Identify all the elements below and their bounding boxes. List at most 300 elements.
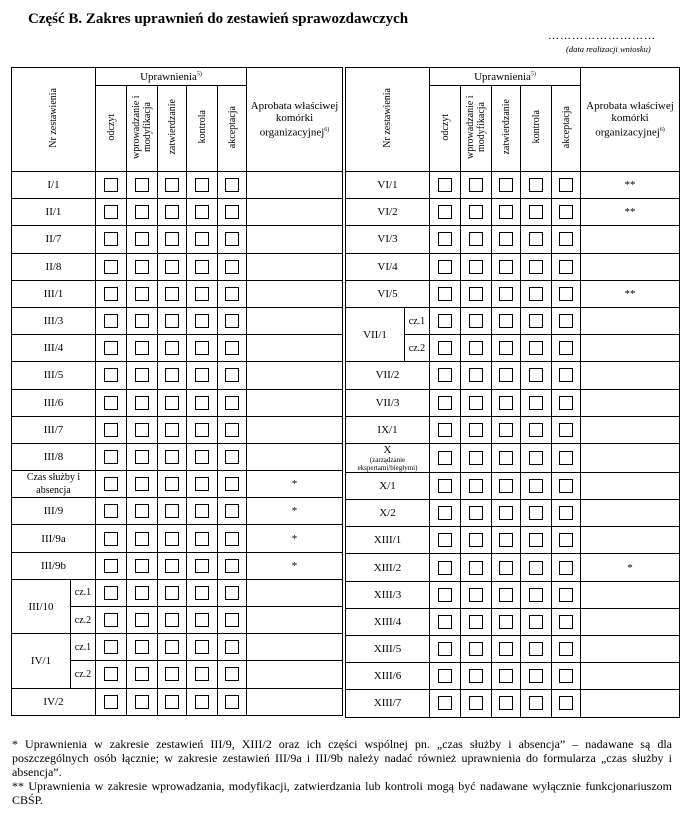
checkbox-approve[interactable] (499, 451, 513, 465)
checkbox-accept[interactable] (225, 450, 239, 464)
approval-cell[interactable] (581, 636, 680, 663)
checkbox-control[interactable] (529, 506, 543, 520)
approval-cell[interactable] (581, 362, 680, 389)
checkbox-edit[interactable] (135, 559, 149, 573)
approval-cell[interactable] (247, 335, 343, 362)
approval-cell[interactable]: ** (581, 280, 680, 307)
checkbox-edit[interactable] (469, 368, 483, 382)
checkbox-control[interactable] (195, 613, 209, 627)
checkbox-edit[interactable] (135, 205, 149, 219)
approval-cell[interactable] (581, 307, 680, 334)
checkbox-approve[interactable] (499, 642, 513, 656)
checkbox-cell (492, 472, 521, 499)
checkbox-cell (96, 362, 127, 389)
checkbox-accept[interactable] (225, 667, 239, 681)
checkbox-accept[interactable] (559, 287, 573, 301)
checkbox-accept[interactable] (559, 178, 573, 192)
checkbox-control[interactable] (529, 588, 543, 602)
checkbox-edit[interactable] (135, 450, 149, 464)
checkbox-approve[interactable] (499, 561, 513, 575)
approval-cell[interactable] (581, 472, 680, 499)
row-label-text: VI/3 (377, 233, 398, 246)
approval-cell[interactable] (247, 226, 343, 253)
checkbox-accept[interactable] (225, 559, 239, 573)
approval-cell[interactable] (581, 253, 680, 280)
checkbox-edit[interactable] (135, 287, 149, 301)
approval-cell[interactable] (247, 579, 343, 606)
checkbox-approve[interactable] (499, 696, 513, 710)
checkbox-read[interactable] (438, 232, 452, 246)
checkbox-control[interactable] (195, 423, 209, 437)
checkbox-cell (158, 688, 187, 715)
checkbox-accept[interactable] (225, 613, 239, 627)
checkbox-approve[interactable] (165, 504, 179, 518)
checkbox-edit[interactable] (469, 561, 483, 575)
checkbox-approve[interactable] (499, 423, 513, 437)
checkbox-edit[interactable] (469, 669, 483, 683)
checkbox-edit[interactable] (135, 586, 149, 600)
checkbox-edit[interactable] (469, 341, 483, 355)
checkbox-edit[interactable] (469, 232, 483, 246)
row-label-text: III/9b (40, 559, 67, 572)
checkbox-read[interactable] (104, 396, 118, 410)
checkbox-approve[interactable] (499, 314, 513, 328)
checkbox-read[interactable] (438, 669, 452, 683)
checkbox-cell (96, 634, 127, 661)
checkbox-approve[interactable] (165, 314, 179, 328)
checkbox-accept[interactable] (559, 642, 573, 656)
checkbox-accept[interactable] (225, 341, 239, 355)
checkbox-approve[interactable] (499, 588, 513, 602)
checkbox-read[interactable] (104, 559, 118, 573)
checkbox-approve[interactable] (165, 559, 179, 573)
checkbox-approve[interactable] (499, 396, 513, 410)
checkbox-control[interactable] (195, 586, 209, 600)
approval-cell[interactable]: * (247, 471, 343, 498)
checkbox-control[interactable] (529, 533, 543, 547)
checkbox-control[interactable] (529, 396, 543, 410)
checkbox-accept[interactable] (225, 232, 239, 246)
checkbox-edit[interactable] (469, 260, 483, 274)
approval-cell[interactable] (581, 690, 680, 717)
checkbox-control[interactable] (529, 287, 543, 301)
checkbox-approve[interactable] (165, 586, 179, 600)
checkbox-approve[interactable] (165, 232, 179, 246)
checkbox-read[interactable] (438, 451, 452, 465)
table-row (12, 389, 343, 416)
checkbox-accept[interactable] (225, 504, 239, 518)
checkbox-accept[interactable] (559, 205, 573, 219)
table-row (12, 688, 343, 715)
checkbox-cell (521, 307, 552, 334)
checkbox-read[interactable] (104, 613, 118, 627)
checkbox-accept[interactable] (225, 477, 239, 491)
checkbox-read[interactable] (438, 506, 452, 520)
checkbox-read[interactable] (438, 396, 452, 410)
checkbox-read[interactable] (104, 586, 118, 600)
checkbox-cell (430, 199, 461, 226)
approval-cell[interactable]: * (247, 525, 343, 552)
checkbox-read[interactable] (438, 533, 452, 547)
checkbox-edit[interactable] (135, 504, 149, 518)
checkbox-cell (187, 579, 218, 606)
checkbox-edit[interactable] (469, 314, 483, 328)
approval-cell[interactable] (247, 199, 343, 226)
approval-cell[interactable] (247, 661, 343, 688)
checkbox-control[interactable] (529, 561, 543, 575)
checkbox-control[interactable] (529, 341, 543, 355)
row-label-text: XIII/3 (373, 588, 402, 601)
checkbox-read[interactable] (438, 642, 452, 656)
checkbox-cell (521, 389, 552, 416)
approval-cell[interactable]: * (247, 498, 343, 525)
checkbox-control[interactable] (529, 696, 543, 710)
checkbox-accept[interactable] (559, 451, 573, 465)
checkbox-accept[interactable] (559, 260, 573, 274)
row-label (12, 335, 96, 362)
checkbox-control[interactable] (529, 669, 543, 683)
checkbox-approve[interactable] (165, 260, 179, 274)
checkbox-control[interactable] (529, 642, 543, 656)
approval-cell[interactable] (581, 663, 680, 690)
checkbox-cell (461, 280, 492, 307)
checkbox-approve[interactable] (499, 260, 513, 274)
row-label (12, 280, 96, 307)
checkbox-cell (218, 199, 247, 226)
checkbox-read[interactable] (104, 232, 118, 246)
checkbox-approve[interactable] (165, 287, 179, 301)
checkbox-edit[interactable] (135, 640, 149, 654)
checkbox-cell (96, 253, 127, 280)
checkbox-read[interactable] (104, 423, 118, 437)
checkbox-cell (430, 335, 461, 362)
checkbox-approve[interactable] (499, 287, 513, 301)
approval-cell[interactable] (247, 443, 343, 470)
checkbox-cell (96, 525, 127, 552)
checkbox-control[interactable] (195, 368, 209, 382)
checkbox-read[interactable] (438, 205, 452, 219)
checkbox-accept[interactable] (559, 232, 573, 246)
checkbox-cell (521, 335, 552, 362)
approval-cell[interactable] (581, 581, 680, 608)
approval-cell[interactable] (247, 280, 343, 307)
approval-cell[interactable] (581, 527, 680, 554)
column-header-edit (461, 86, 492, 172)
checkbox-edit[interactable] (469, 178, 483, 192)
checkbox-approve[interactable] (499, 479, 513, 493)
checkbox-accept[interactable] (559, 423, 573, 437)
checkbox-read[interactable] (104, 532, 118, 546)
checkbox-approve[interactable] (499, 368, 513, 382)
checkbox-control[interactable] (195, 477, 209, 491)
checkbox-cell (187, 661, 218, 688)
checkbox-read[interactable] (104, 205, 118, 219)
checkbox-read[interactable] (104, 368, 118, 382)
footnote-single-star: * Uprawnienia w zakresie zestawień III/9, XIII/2 oraz ich części wspólnej pn. „czas służby i absencja” – nadawane są dla poszczególnych osób łącznie; w zakresie zestawień III/9a i III/9b należy nadać również uprawnienia do formularza „czas służby i absencja”. (12, 737, 672, 779)
checkbox-read[interactable] (438, 615, 452, 629)
checkbox-accept[interactable] (225, 695, 239, 709)
checkbox-control[interactable] (529, 368, 543, 382)
checkbox-control[interactable] (529, 232, 543, 246)
checkbox-control[interactable] (529, 205, 543, 219)
checkbox-control[interactable] (195, 450, 209, 464)
checkbox-edit[interactable] (135, 423, 149, 437)
checkbox-approve[interactable] (165, 532, 179, 546)
approval-cell[interactable] (247, 389, 343, 416)
checkbox-accept[interactable] (559, 696, 573, 710)
checkbox-control[interactable] (529, 178, 543, 192)
row-sublabel: cz.1 (405, 307, 430, 334)
checkbox-approve[interactable] (499, 232, 513, 246)
checkbox-cell (218, 579, 247, 606)
checkbox-control[interactable] (195, 667, 209, 681)
checkbox-control[interactable] (195, 341, 209, 355)
checkbox-accept[interactable] (225, 205, 239, 219)
checkbox-accept[interactable] (559, 588, 573, 602)
checkbox-edit[interactable] (135, 260, 149, 274)
checkbox-control[interactable] (529, 314, 543, 328)
row-sublabel: cz.2 (71, 661, 96, 688)
checkbox-edit[interactable] (135, 368, 149, 382)
checkbox-approve[interactable] (499, 533, 513, 547)
row-label-text: II/1 (45, 206, 62, 219)
checkbox-control[interactable] (195, 504, 209, 518)
checkbox-edit[interactable] (469, 615, 483, 629)
checkbox-read[interactable] (438, 178, 452, 192)
checkbox-edit[interactable] (135, 613, 149, 627)
checkbox-accept[interactable] (559, 396, 573, 410)
approval-cell[interactable] (247, 307, 343, 334)
checkbox-accept[interactable] (225, 640, 239, 654)
checkbox-edit[interactable] (469, 506, 483, 520)
checkbox-approve[interactable] (165, 341, 179, 355)
checkbox-edit[interactable] (135, 396, 149, 410)
checkbox-edit[interactable] (135, 667, 149, 681)
checkbox-read[interactable] (438, 696, 452, 710)
checkbox-control[interactable] (195, 314, 209, 328)
approval-cell[interactable]: ** (581, 199, 680, 226)
checkbox-control[interactable] (529, 260, 543, 274)
checkbox-cell (461, 554, 492, 581)
row-label (12, 498, 96, 525)
checkbox-accept[interactable] (559, 615, 573, 629)
checkbox-accept[interactable] (559, 533, 573, 547)
checkbox-read[interactable] (104, 260, 118, 274)
checkbox-read[interactable] (104, 314, 118, 328)
checkbox-cell (552, 472, 581, 499)
date-field-dots[interactable]: ……………………… (548, 30, 656, 42)
checkbox-edit[interactable] (469, 287, 483, 301)
row-label-text: Czas służby i absencja (26, 472, 81, 497)
checkbox-approve[interactable] (165, 667, 179, 681)
checkbox-edit[interactable] (469, 533, 483, 547)
checkbox-control[interactable] (195, 640, 209, 654)
checkbox-control[interactable] (195, 532, 209, 546)
checkbox-read[interactable] (104, 504, 118, 518)
checkbox-read[interactable] (438, 423, 452, 437)
left-permissions-table (11, 67, 343, 716)
checkbox-read[interactable] (438, 260, 452, 274)
checkbox-approve[interactable] (499, 669, 513, 683)
checkbox-cell (127, 443, 158, 470)
checkbox-cell (461, 253, 492, 280)
checkbox-accept[interactable] (559, 561, 573, 575)
checkbox-control[interactable] (195, 559, 209, 573)
row-label-text: VII/2 (375, 369, 400, 382)
checkbox-approve[interactable] (499, 178, 513, 192)
checkbox-approve[interactable] (165, 423, 179, 437)
checkbox-accept[interactable] (225, 423, 239, 437)
checkbox-read[interactable] (104, 640, 118, 654)
checkbox-approve[interactable] (165, 613, 179, 627)
checkbox-approve[interactable] (499, 506, 513, 520)
checkbox-cell (461, 472, 492, 499)
checkbox-control[interactable] (195, 287, 209, 301)
checkbox-read[interactable] (438, 287, 452, 301)
approval-cell[interactable] (581, 500, 680, 527)
checkbox-accept[interactable] (225, 368, 239, 382)
checkbox-approve[interactable] (165, 450, 179, 464)
checkbox-accept[interactable] (225, 396, 239, 410)
checkbox-cell (552, 226, 581, 253)
checkbox-control[interactable] (195, 260, 209, 274)
checkbox-read[interactable] (438, 561, 452, 575)
checkbox-read[interactable] (104, 341, 118, 355)
checkbox-accept[interactable] (225, 260, 239, 274)
approval-cell[interactable] (581, 416, 680, 443)
approval-cell[interactable] (581, 608, 680, 635)
checkbox-accept[interactable] (225, 178, 239, 192)
approval-cell[interactable] (581, 335, 680, 362)
approval-cell[interactable] (247, 253, 343, 280)
checkbox-cell (461, 608, 492, 635)
checkbox-cell (218, 280, 247, 307)
approval-cell[interactable] (247, 416, 343, 443)
checkbox-read[interactable] (104, 667, 118, 681)
checkbox-accept[interactable] (225, 586, 239, 600)
approval-cell[interactable] (247, 634, 343, 661)
checkbox-approve[interactable] (165, 477, 179, 491)
checkbox-read[interactable] (104, 477, 118, 491)
approval-cell[interactable] (247, 688, 343, 715)
checkbox-cell (158, 335, 187, 362)
checkbox-control[interactable] (195, 232, 209, 246)
checkbox-approve[interactable] (499, 341, 513, 355)
checkbox-accept[interactable] (559, 479, 573, 493)
checkbox-cell (127, 280, 158, 307)
checkbox-accept[interactable] (559, 506, 573, 520)
checkbox-read[interactable] (438, 588, 452, 602)
checkbox-control[interactable] (195, 205, 209, 219)
checkbox-edit[interactable] (135, 232, 149, 246)
checkbox-edit[interactable] (469, 451, 483, 465)
checkbox-edit[interactable] (469, 588, 483, 602)
checkbox-approve[interactable] (165, 396, 179, 410)
checkbox-accept[interactable] (559, 368, 573, 382)
checkbox-cell (461, 663, 492, 690)
checkbox-read[interactable] (438, 341, 452, 355)
checkbox-control[interactable] (195, 178, 209, 192)
checkbox-cell (218, 443, 247, 470)
approval-cell[interactable]: ** (581, 172, 680, 199)
checkbox-read[interactable] (104, 178, 118, 192)
checkbox-approve[interactable] (165, 178, 179, 192)
table-row (346, 527, 680, 554)
row-label-text: XIII/6 (373, 670, 402, 683)
checkbox-approve[interactable] (165, 695, 179, 709)
row-label (346, 280, 430, 307)
table-row (12, 443, 343, 470)
approval-cell[interactable] (581, 226, 680, 253)
checkbox-edit[interactable] (135, 314, 149, 328)
checkbox-control[interactable] (529, 615, 543, 629)
row-label (12, 443, 96, 470)
checkbox-accept[interactable] (225, 532, 239, 546)
checkbox-read[interactable] (104, 695, 118, 709)
checkbox-edit[interactable] (469, 642, 483, 656)
checkbox-control[interactable] (529, 479, 543, 493)
approval-cell[interactable] (247, 607, 343, 634)
checkbox-read[interactable] (438, 479, 452, 493)
checkbox-cell (127, 607, 158, 634)
checkbox-edit[interactable] (135, 477, 149, 491)
checkbox-cell (96, 498, 127, 525)
approval-cell[interactable]: * (247, 552, 343, 579)
checkbox-cell (158, 226, 187, 253)
approval-cell[interactable] (581, 389, 680, 416)
checkbox-edit[interactable] (135, 178, 149, 192)
checkbox-read[interactable] (104, 450, 118, 464)
checkbox-read[interactable] (438, 368, 452, 382)
checkbox-approve[interactable] (165, 205, 179, 219)
checkbox-edit[interactable] (469, 423, 483, 437)
approval-cell[interactable] (581, 443, 680, 472)
checkbox-approve[interactable] (499, 205, 513, 219)
checkbox-control[interactable] (529, 451, 543, 465)
approval-cell[interactable] (247, 172, 343, 199)
checkbox-control[interactable] (195, 695, 209, 709)
checkbox-edit[interactable] (469, 696, 483, 710)
checkbox-control[interactable] (529, 423, 543, 437)
checkbox-edit[interactable] (469, 205, 483, 219)
checkbox-cell (96, 579, 127, 606)
checkbox-edit[interactable] (469, 396, 483, 410)
checkbox-cell (430, 416, 461, 443)
table-row (346, 416, 680, 443)
checkbox-edit[interactable] (135, 341, 149, 355)
table-row (12, 416, 343, 443)
checkbox-accept[interactable] (559, 314, 573, 328)
checkbox-approve[interactable] (499, 615, 513, 629)
checkbox-edit[interactable] (469, 479, 483, 493)
checkbox-approve[interactable] (165, 368, 179, 382)
checkbox-control[interactable] (195, 396, 209, 410)
checkbox-cell (127, 416, 158, 443)
approval-cell[interactable]: * (581, 554, 680, 581)
checkbox-accept[interactable] (559, 341, 573, 355)
checkbox-accept[interactable] (559, 669, 573, 683)
checkbox-edit[interactable] (135, 532, 149, 546)
checkbox-accept[interactable] (225, 287, 239, 301)
checkbox-approve[interactable] (165, 640, 179, 654)
checkbox-read[interactable] (104, 287, 118, 301)
checkbox-accept[interactable] (225, 314, 239, 328)
checkbox-edit[interactable] (135, 695, 149, 709)
checkbox-cell (96, 199, 127, 226)
checkbox-read[interactable] (438, 314, 452, 328)
checkbox-cell (461, 500, 492, 527)
approval-cell[interactable] (247, 362, 343, 389)
